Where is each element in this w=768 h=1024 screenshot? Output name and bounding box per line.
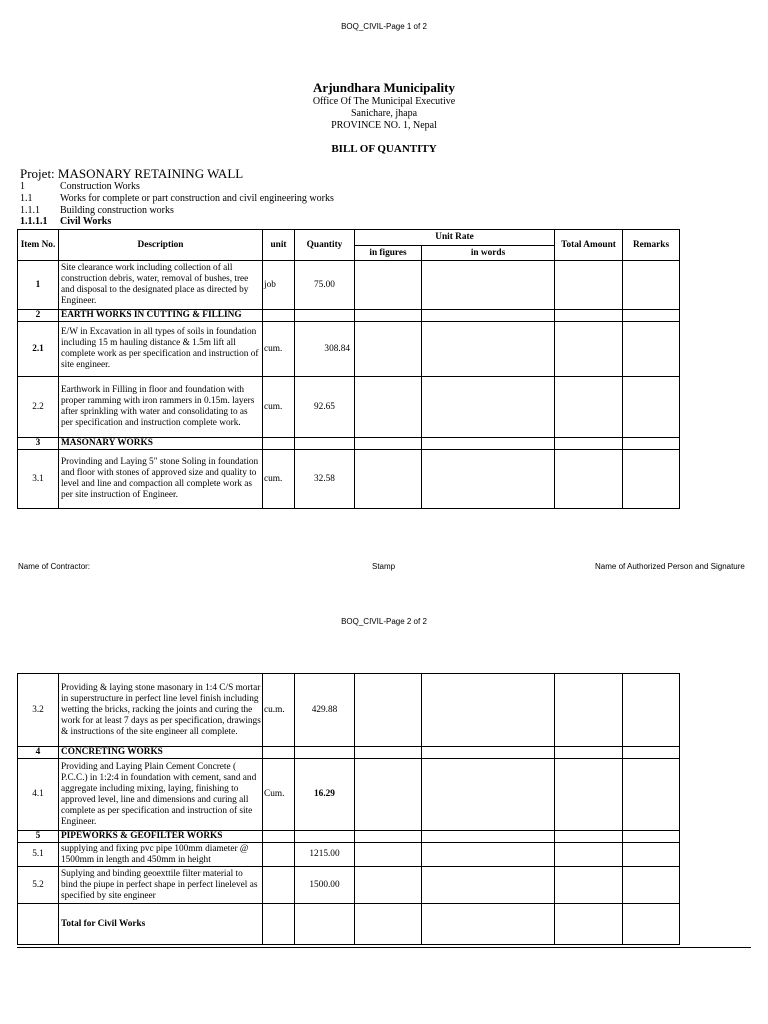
table-row: [18, 674, 680, 747]
item-description: E/W in Excavation in all types of soils in foundation including 15 m hauling distance & 1.5m lift all complete work as per specification and instruction of site engineer.: [59, 322, 263, 377]
item-number: 3.1: [18, 450, 59, 509]
item-unit: cum.: [263, 450, 295, 509]
level-1-1: 1.1 Works for complete or part construction and civil engineering works: [20, 192, 334, 204]
stamp-label: Stamp: [372, 562, 396, 571]
work-levels: [20, 181, 334, 228]
level-1: 1 Construction Works: [20, 181, 140, 192]
item-quantity: 92.65: [295, 377, 355, 438]
total-amount-cell: [555, 261, 623, 310]
item-number: 2.2: [18, 377, 59, 438]
table-row: [18, 867, 680, 904]
item-unit: [263, 867, 295, 904]
organization-name: Arjundhara Municipality: [313, 80, 455, 95]
table-row: [18, 322, 680, 377]
section-title: CONCRETING WORKS: [59, 747, 263, 759]
col-header-remarks: Remarks: [623, 230, 680, 261]
item-number: 5.1: [18, 843, 59, 867]
item-description: Providing & laying stone masonary in 1:4 C/S mortar in superstructure in perfect line level finish including wetting the bricks, racking the joints and curing the work for at least 7 days as per specification, drawings & instructions of the site engineer all complete.: [59, 674, 263, 747]
bottom-divider: [17, 947, 751, 948]
contractor-name-label: Name of Contractor:: [18, 562, 91, 571]
item-description: Earthwork in Filling in floor and foundation with proper ramming with iron rammers in 0.15m. layers after sprinkling with water and consolidating to as per specification and instruction complete work.: [59, 377, 263, 438]
col-header-in-words: in words: [422, 246, 555, 261]
item-quantity: 75.00: [295, 261, 355, 310]
item-quantity: 1215.00: [295, 843, 355, 867]
boq-table-page-2: [17, 673, 680, 945]
col-header-unit: unit: [263, 230, 295, 261]
item-unit: cu.m.: [263, 674, 295, 747]
section-number: 3: [18, 438, 59, 450]
document-title: BILL OF QUANTITY: [331, 143, 437, 155]
item-description: Suplying and binding geoexttile filter material to bind the piupe in perfect shape in perfect linelevel as specified by site engineer: [59, 867, 263, 904]
section-row: [18, 747, 680, 759]
col-header-description: Description: [59, 230, 263, 261]
item-description: Providing and Laying Plain Cement Concrete ( P.C.C.) in 1:2:4 in foundation with cement, sand and aggregate including mixing, laying, finishing to approved level, line and dimensions and curing all complete as per specification and instruction of site Engineer.: [59, 759, 263, 831]
section-number: 2: [18, 310, 59, 322]
col-header-quantity: Quantity: [295, 230, 355, 261]
item-quantity: 308.84: [295, 322, 355, 377]
remarks-cell: [623, 261, 680, 310]
item-unit: [263, 843, 295, 867]
section-title: PIPEWORKS & GEOFILTER WORKS: [59, 831, 263, 843]
section-number: 4: [18, 747, 59, 759]
col-header-unit-rate: Unit Rate: [355, 230, 555, 246]
rate-words-cell: [422, 261, 555, 310]
item-description: supplying and fixing pvc pipe 100mm diameter @ 1500mm in length and 450mm in height: [59, 843, 263, 867]
col-header-item-no: Item No.: [18, 230, 59, 261]
table-row: [18, 261, 680, 310]
item-number: 2.1: [18, 322, 59, 377]
page-header: BOQ_CIVIL-Page 2 of 2: [341, 617, 427, 626]
section-row: [18, 310, 680, 322]
item-quantity: 16.29: [295, 759, 355, 831]
item-description: Site clearance work including collection of all construction debris, water, removal of bushes, tree and disposal to the designated place as directed by Engineer.: [59, 261, 263, 310]
item-quantity: 1500.00: [295, 867, 355, 904]
total-row: [18, 904, 680, 945]
item-unit: job: [263, 261, 295, 310]
item-number: 1: [18, 261, 59, 310]
total-label: Total for Civil Works: [59, 904, 263, 945]
office-location: Sanichare, jhapa: [350, 108, 418, 119]
level-1-1-1-1: 1.1.1.1 Civil Works: [20, 216, 112, 228]
item-unit: cum.: [263, 322, 295, 377]
table-row: [18, 377, 680, 438]
item-number: 5.2: [18, 867, 59, 904]
level-1-1-1: 1.1.1 Building construction works: [20, 204, 174, 216]
col-header-in-figures: in figures: [355, 246, 422, 261]
office-name: Office Of The Municipal Executive: [312, 96, 456, 107]
col-header-total-amount: Total Amount: [555, 230, 623, 261]
item-number: 3.2: [18, 674, 59, 747]
item-quantity: 32.58: [295, 450, 355, 509]
item-description: Provinding and Laying 5" stone Soling in foundation and floor with stones of approved size and quality to level and line and compaction all complete work as per site instruction of Engineer.: [59, 450, 263, 509]
table-row: [18, 843, 680, 867]
office-province: PROVINCE NO. 1, Nepal: [331, 120, 437, 131]
section-title: EARTH WORKS IN CUTTING & FILLING: [59, 310, 263, 322]
section-number: 5: [18, 831, 59, 843]
section-row: [18, 438, 680, 450]
table-row: [18, 759, 680, 831]
item-unit: Cum.: [263, 759, 295, 831]
table-header-row: [18, 230, 680, 246]
section-row: [18, 831, 680, 843]
rate-figures-cell: [355, 261, 422, 310]
page-header: BOQ_CIVIL-Page 1 of 2: [341, 22, 427, 31]
item-unit: cum.: [263, 377, 295, 438]
boq-table-page-1: [17, 229, 680, 509]
section-title: MASONARY WORKS: [59, 438, 263, 450]
grand-total-cell: [555, 904, 623, 945]
item-number: 4.1: [18, 759, 59, 831]
table-row: [18, 450, 680, 509]
project-title: Projet: MASONARY RETAINING WALL: [20, 166, 244, 181]
authorized-signature-label: Name of Authorized Person and Signature: [595, 562, 745, 571]
item-quantity: 429.88: [295, 674, 355, 747]
